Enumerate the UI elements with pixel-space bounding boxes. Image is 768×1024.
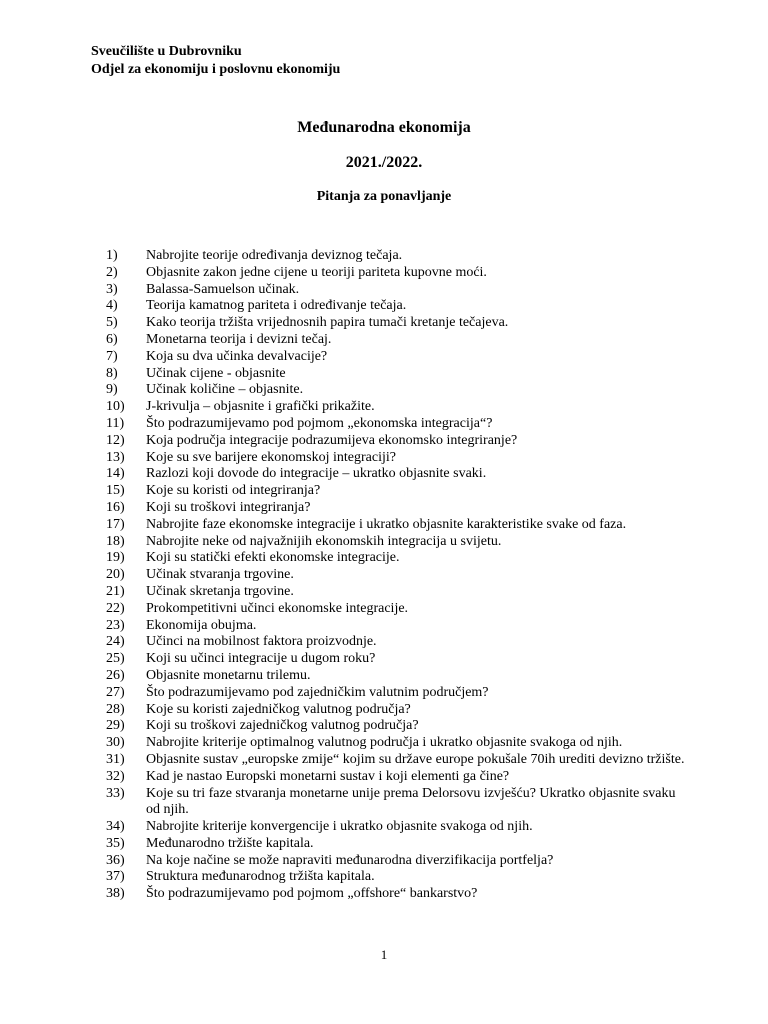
question-text: Učinak količine – objasnite. (146, 382, 304, 398)
list-item (106, 282, 686, 299)
question-number: 4) (106, 298, 118, 314)
question-number: 14) (106, 466, 125, 482)
list-item (106, 769, 686, 786)
question-text: Kad je nastao Europski monetarni sustav i koji elementi ga čine? (146, 768, 510, 784)
question-list (106, 248, 686, 903)
question-number: 18) (106, 533, 125, 549)
list-item (106, 433, 686, 450)
question-text: Što podrazumijevamo pod zajedničkim valutnim područjem? (146, 684, 489, 700)
question-text: Nabrojite kriterije optimalnog valutnog područja i ukratko objasnite svakoga od njih. (146, 735, 623, 751)
question-number: 35) (106, 835, 125, 851)
question-text: J-krivulja – objasnite i grafički prikažite. (146, 399, 375, 415)
question-text: Monetarna teorija i devizni tečaj. (146, 331, 332, 347)
list-item (106, 298, 686, 315)
question-number: 33) (106, 785, 125, 801)
question-number: 37) (106, 869, 125, 885)
list-item (106, 332, 686, 349)
question-number: 27) (106, 684, 125, 700)
question-number: 17) (106, 516, 125, 532)
list-item (106, 567, 686, 584)
question-text: Koje su sve barijere ekonomskoj integraciji? (146, 449, 396, 465)
list-item (106, 466, 686, 483)
question-number: 25) (106, 651, 125, 667)
question-number: 36) (106, 852, 125, 868)
list-item (106, 702, 686, 719)
question-number: 11) (106, 415, 125, 431)
question-number: 31) (106, 751, 125, 767)
list-item (106, 718, 686, 735)
question-number: 21) (106, 583, 125, 599)
list-item (106, 399, 686, 416)
list-item (106, 248, 686, 265)
question-number: 19) (106, 550, 125, 566)
question-text: Što podrazumijevamo pod pojmom „ekonomska integracija“? (146, 415, 493, 431)
question-text: Koji su troškovi zajedničkog valutnog područja? (146, 718, 419, 734)
list-item (106, 315, 686, 332)
question-text: Učinci na mobilnost faktora proizvodnje. (146, 634, 377, 650)
list-item (106, 836, 686, 853)
list-item (106, 416, 686, 433)
question-number: 12) (106, 432, 125, 448)
question-text: Kako teorija tržišta vrijednosnih papira tumači kretanje tečajeva. (146, 315, 509, 331)
question-text: Koji su učinci integracije u dugom roku? (146, 651, 376, 667)
list-item (106, 366, 686, 383)
list-item (106, 550, 686, 567)
question-number: 8) (106, 365, 118, 381)
question-number: 10) (106, 399, 125, 415)
question-number: 29) (106, 718, 125, 734)
question-number: 26) (106, 667, 125, 683)
question-text: Nabrojite kriterije konvergencije i ukratko objasnite svakoga od njih. (146, 819, 533, 835)
course-title: Međunarodna ekonomija (297, 119, 471, 136)
question-text: Nabrojite neke od najvažnijih ekonomskih integracija u svijetu. (146, 533, 502, 549)
question-text: Koji su troškovi integriranja? (146, 499, 311, 515)
question-text: Nabrojite faze ekonomske integracije i ukratko objasnite karakteristike svake od faza. (146, 516, 627, 532)
question-text: Objasnite zakon jedne cijene u teoriji pariteta kupovne moći. (146, 264, 487, 280)
list-item (106, 618, 686, 635)
question-number: 34) (106, 819, 125, 835)
question-number: 5) (106, 315, 118, 331)
list-item (106, 265, 686, 282)
question-number: 24) (106, 634, 125, 650)
list-item (106, 668, 686, 685)
list-item (106, 752, 686, 769)
question-text: Učinak skretanja trgovine. (146, 583, 294, 599)
question-text: Koje su tri faze stvaranja monetarne unije prema Delorsovu izvješću? Ukratko objasnite svaku od njih. (146, 785, 676, 818)
list-item (106, 634, 686, 651)
question-number: 30) (106, 735, 125, 751)
list-item (106, 382, 686, 399)
question-number: 6) (106, 331, 118, 347)
question-text: Koje su koristi od integriranja? (146, 483, 321, 499)
department-name: Odjel za ekonomiju i poslovnu ekonomiju (91, 62, 341, 77)
list-item (106, 534, 686, 551)
question-number: 9) (106, 382, 118, 398)
question-number: 3) (106, 281, 118, 297)
document-subtitle: Pitanja za ponavljanje (316, 189, 452, 204)
question-text: Prokompetitivni učinci ekonomske integracije. (146, 600, 409, 616)
question-text: Objasnite monetarnu trilemu. (146, 667, 311, 683)
list-item (106, 584, 686, 601)
question-number: 13) (106, 449, 125, 465)
list-item (106, 735, 686, 752)
list-item (106, 869, 686, 886)
list-item (106, 819, 686, 836)
list-item (106, 886, 686, 903)
question-number: 22) (106, 600, 125, 616)
university-name: Sveučilište u Dubrovniku (91, 44, 242, 59)
list-item (106, 651, 686, 668)
question-number: 32) (106, 768, 125, 784)
question-number: 38) (106, 886, 125, 902)
question-number: 2) (106, 264, 118, 280)
question-text: Razlozi koji dovode do integracije – ukratko objasnite svaki. (146, 466, 487, 482)
document-header (91, 43, 340, 79)
question-text: Koje su koristi zajedničkog valutnog područja? (146, 701, 411, 717)
question-text: Međunarodno tržište kapitala. (146, 835, 314, 851)
list-item (106, 500, 686, 517)
question-text: Struktura međunarodnog tržišta kapitala. (146, 869, 375, 885)
page-number: 1 (380, 947, 388, 962)
question-text: Koja su dva učinka devalvacije? (146, 348, 328, 364)
question-number: 20) (106, 567, 125, 583)
list-item (106, 483, 686, 500)
list-item (106, 601, 686, 618)
list-item (106, 349, 686, 366)
question-text: Na koje načine se može napraviti međunarodna diverzifikacija portfelja? (146, 852, 554, 868)
question-number: 15) (106, 483, 125, 499)
question-text: Koja područja integracije podrazumijeva ekonomsko integriranje? (146, 432, 518, 448)
list-item (106, 517, 686, 534)
question-number: 28) (106, 701, 125, 717)
list-item (106, 685, 686, 702)
academic-year: 2021./2022. (345, 154, 423, 171)
question-text: Nabrojite teorije određivanja deviznog tečaja. (146, 248, 403, 263)
question-number: 23) (106, 617, 125, 633)
question-text: Balassa-Samuelson učinak. (146, 281, 300, 297)
question-number: 16) (106, 499, 125, 515)
question-text: Učinak stvaranja trgovine. (146, 567, 294, 583)
list-item (106, 450, 686, 467)
question-text: Učinak cijene - objasnite (146, 365, 286, 381)
question-text: Objasnite sustav „europske zmije“ kojim su države europe pokušale 70ih urediti devizno tržište. (146, 751, 685, 767)
list-item (106, 853, 686, 870)
question-text: Koji su statički efekti ekonomske integracije. (146, 550, 400, 566)
question-text: Što podrazumijevamo pod pojmom „offshore“ bankarstvo? (146, 886, 478, 902)
question-number: 1) (106, 248, 118, 263)
question-number: 7) (106, 348, 118, 364)
question-text: Teorija kamatnog pariteta i određivanje tečaja. (146, 298, 407, 314)
question-text: Ekonomija obujma. (146, 617, 257, 633)
list-item (106, 786, 686, 820)
